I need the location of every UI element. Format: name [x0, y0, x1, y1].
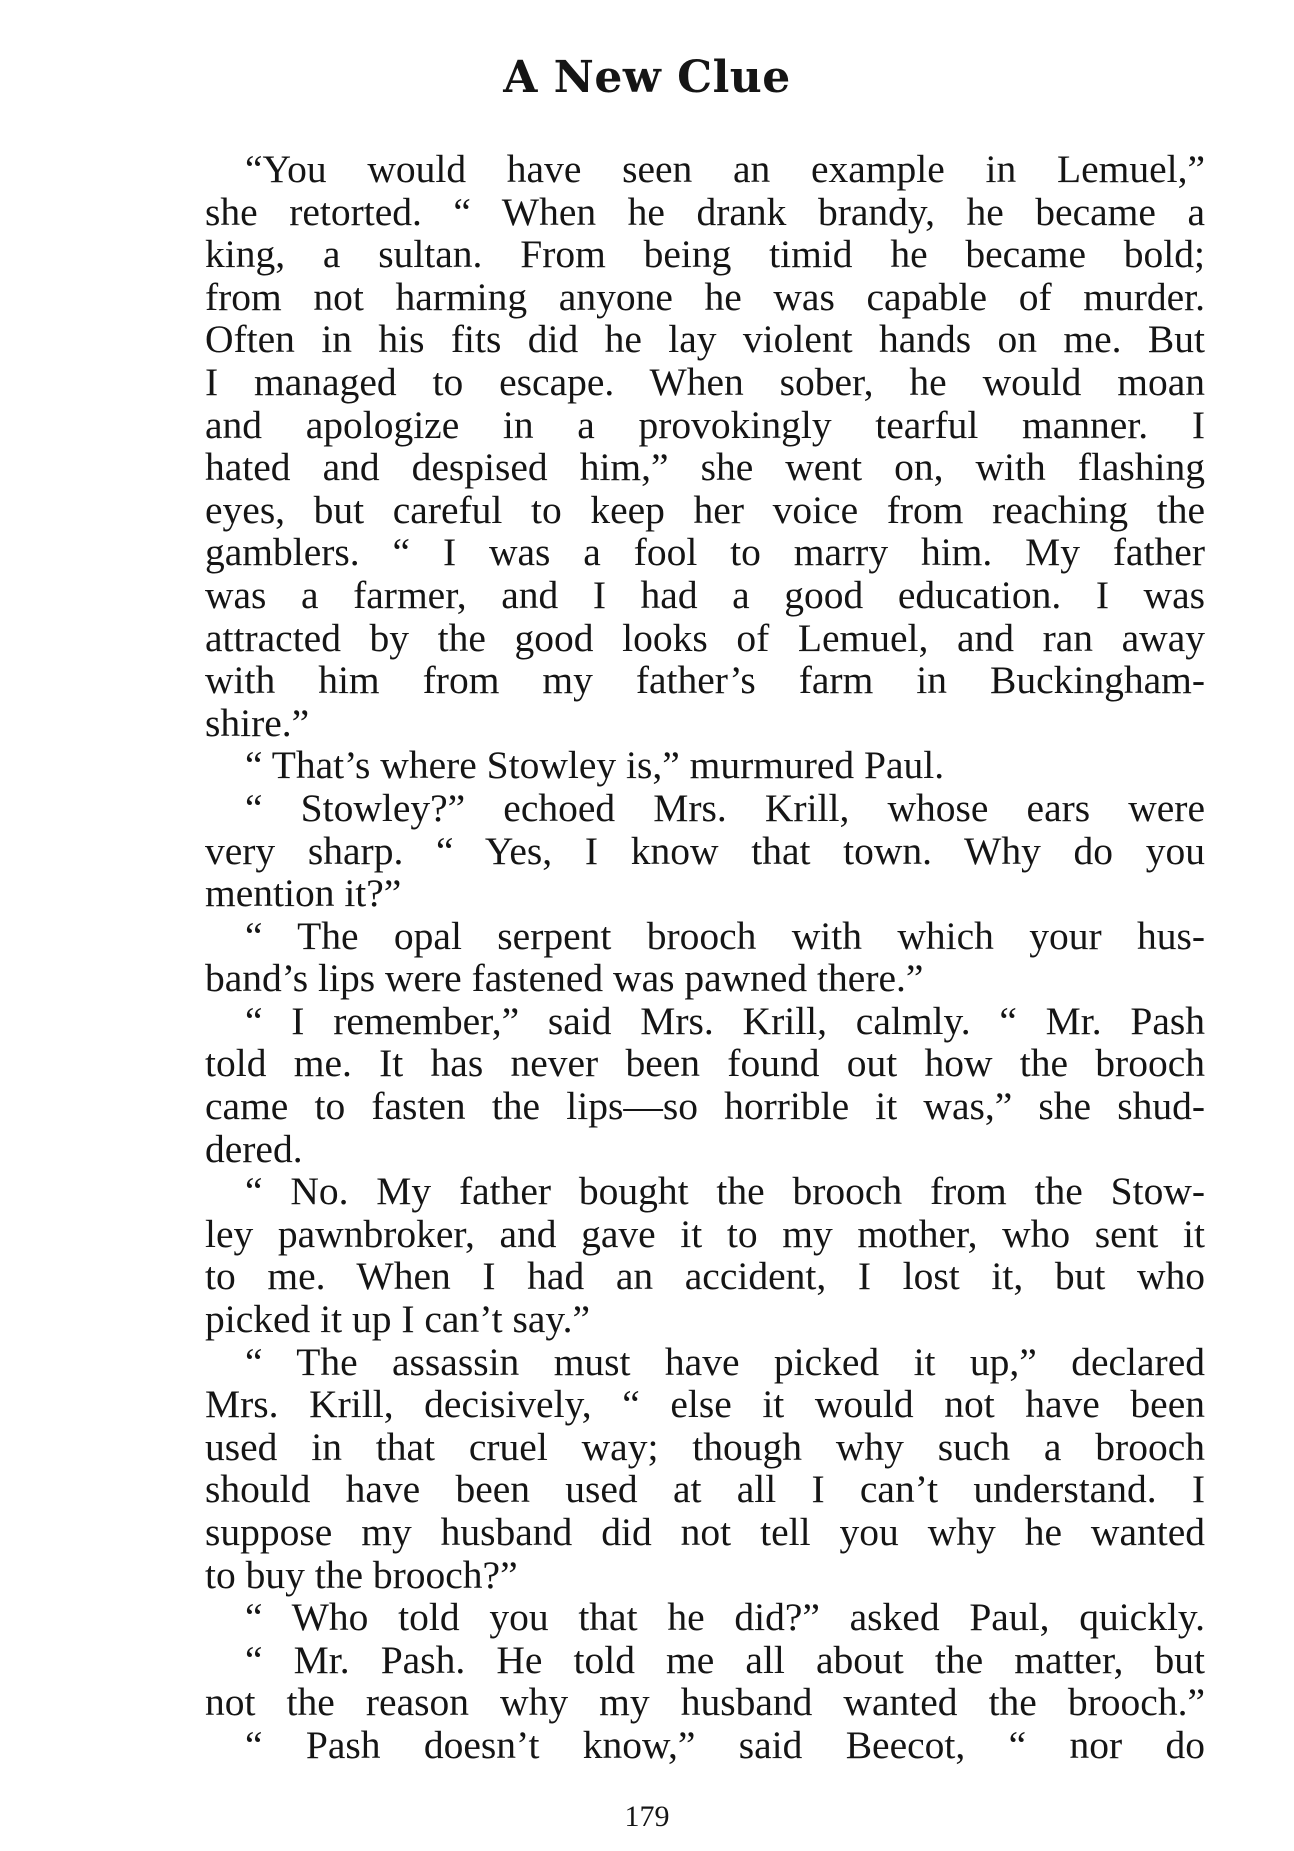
text-line: to buy the brooch?” [205, 1552, 518, 1597]
text-line: dered. [205, 1126, 303, 1171]
text-line: from not harming anyone he was capable of murder. [205, 274, 1205, 319]
page-number: 179 [624, 1800, 670, 1833]
text-line: picked it up I can’t say.” [205, 1297, 590, 1342]
text-line: band’s lips were fastened was pawned there.” [205, 956, 924, 1001]
text-line: to me. When I had an accident, I lost it, but who [205, 1254, 1205, 1299]
text-line: ley pawnbroker, and gave it to my mother, who sent it [205, 1211, 1205, 1256]
text-line: suppose my husband did not tell you why he wanted [205, 1510, 1205, 1554]
body-text [205, 148, 1205, 1767]
text-line: I managed to escape. When sober, he would moan [205, 359, 1205, 404]
text-line: came to fasten the lips—so horrible it was,” she shud- [205, 1084, 1205, 1129]
text-line: “You would have seen an example in Lemuel,” [245, 147, 1205, 191]
text-line: told me. It has never been found out how the brooch [205, 1041, 1205, 1086]
text-line: “ Stowley?” echoed Mrs. Krill, whose ears were [245, 785, 1205, 830]
text-line: should have been used at all I can’t understand. I [205, 1467, 1205, 1512]
text-line: “ No. My father bought the brooch from the Stow- [245, 1169, 1205, 1214]
text-line: “ I remember,” said Mrs. Krill, calmly. “ Mr. Pash [245, 998, 1205, 1043]
text-line: Often in his fits did he lay violent hands on me. But [205, 317, 1205, 362]
text-line: “ Pash doesn’t know,” said Beecot, “ nor do [245, 1722, 1205, 1767]
running-head-title: A New Clue [503, 52, 791, 103]
text-line: mention it?” [205, 871, 402, 916]
text-line: attracted by the good looks of Lemuel, and ran away [205, 615, 1205, 660]
text-line: “ The assassin must have picked it up,” declared [245, 1339, 1205, 1384]
text-line: “ Who told you that he did?” asked Paul, quickly. [245, 1595, 1205, 1640]
text-line: shire.” [205, 700, 310, 745]
text-line: she retorted. “ When he drank brandy, he became a [205, 189, 1205, 234]
text-line: hated and despised him,” she went on, with flashing [205, 445, 1205, 490]
text-line: used in that cruel way; though why such a brooch [205, 1424, 1205, 1469]
text-line: “ The opal serpent brooch with which your hus- [245, 913, 1205, 958]
text-line: eyes, but careful to keep her voice from reaching the [205, 487, 1205, 532]
text-line: not the reason why my husband wanted the brooch.” [205, 1680, 1205, 1725]
text-line: “ Mr. Pash. He told me all about the matter, but [245, 1637, 1205, 1682]
text-line: king, a sultan. From being timid he became bold; [205, 232, 1205, 277]
text-line: was a farmer, and I had a good education. I was [205, 572, 1205, 617]
text-line: with him from my father’s farm in Buckingham- [205, 658, 1205, 703]
text-line: very sharp. “ Yes, I know that town. Why do you [205, 828, 1205, 873]
text-line: Mrs. Krill, decisively, “ else it would not have been [205, 1382, 1205, 1427]
text-line: “ That’s where Stowley is,” murmured Paul. [245, 743, 945, 788]
text-line: gamblers. “ I was a fool to marry him. My father [205, 530, 1205, 575]
text-line: and apologize in a provokingly tearful manner. I [205, 402, 1205, 447]
